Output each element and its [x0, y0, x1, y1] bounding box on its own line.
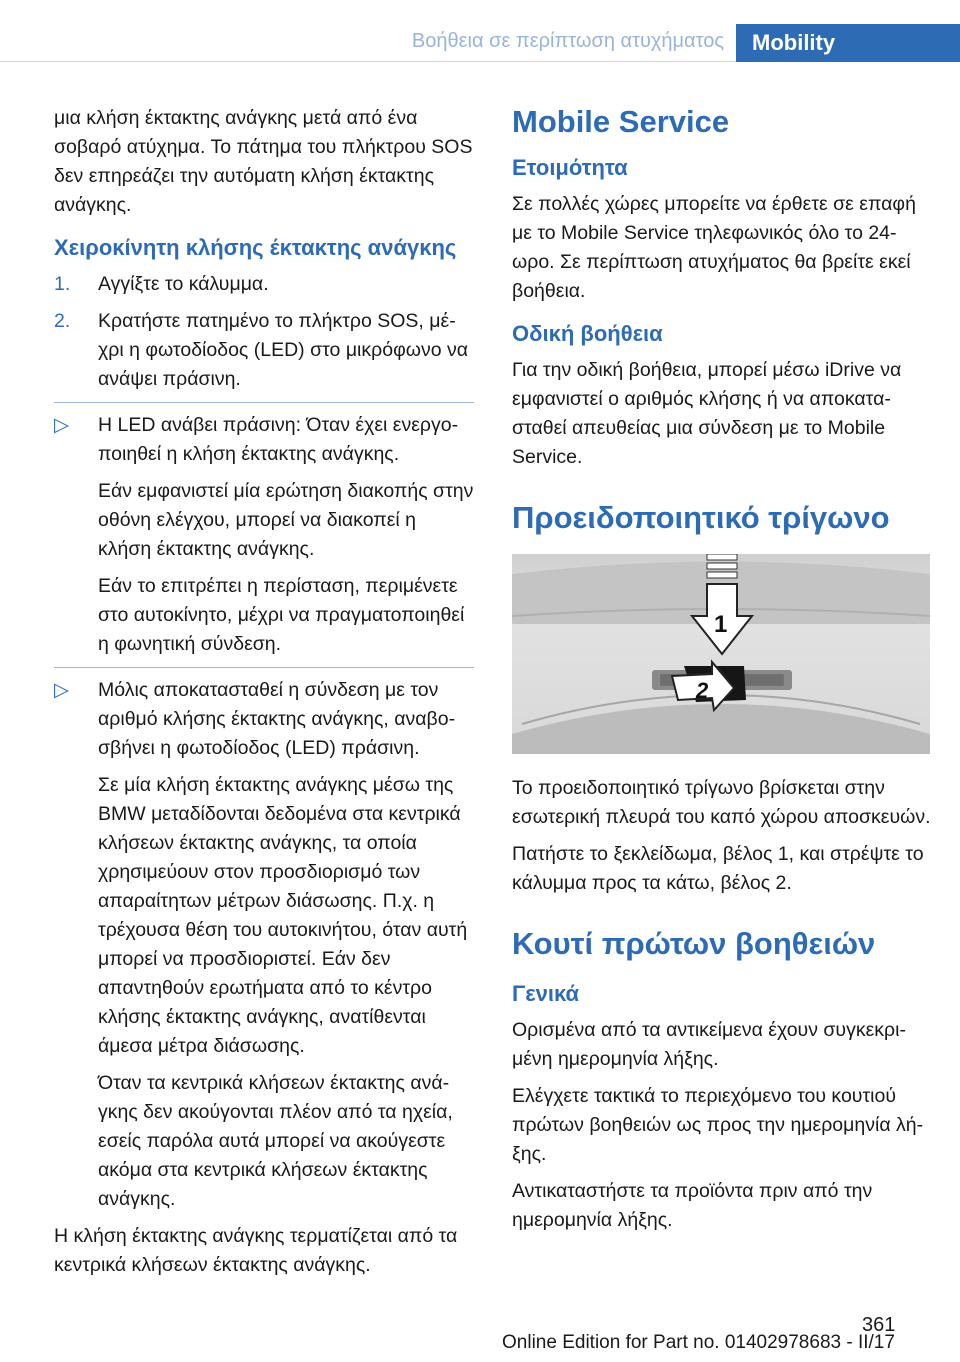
general-heading: Γενικά [512, 981, 580, 1006]
first-aid-text-3: Αντικαταστήστε τα προϊόντα πριν από την ημερομηνία λήξης. [512, 1180, 873, 1231]
divider [54, 402, 474, 403]
trunk-lid-illustration [512, 554, 930, 754]
bullet-note: Όταν τα κεντρικά κλήσεων έκτακτης ανάγκης δεν ακούγονται πλέον από τα ηχεία, εσείς παρόλα αυτά μπορεί να ακούγεστε ακόμα στα κεντρικά κλήσεων έκτακτης ανάγκης. [98, 1072, 453, 1210]
bullet-note: Εάν εμφανιστεί μία ερώτηση διακοπής στην οθόνη ελέγχου, μπορεί να διακοπεί η κλήση έκτακτης ανάγκης. [98, 480, 474, 560]
closing-paragraph: Η κλήση έκτακτης ανάγκης τερματίζεται από τα κεντρικά κλήσεων έκτακτης ανάγκης. [54, 1225, 458, 1276]
bullet-note: Σε μία κλήση έκτακτης ανάγκης μέσω της BMW μεταδίδονται δεδομένα στα κεντρικά κλήσεων έκτακτης ανάγκης, τα οποία χρησιμεύουν στον προσδιορισμό των απαραίτητων μέτρων διάσωσης. Π.χ. η τρέχουσα θέση του αυτοκινήτου, όταν αυτή μπορεί να προσδιοριστεί. Εάν δεν απαντηθούν ερωτήματα από το κέντρο κλήσης έκτακτης ανάγκης, ανατίθενται άμεσα μέτρα διάσωσης. [98, 774, 468, 1057]
section-title: Βοήθεια σε περίπτωση ατυχήματος [411, 30, 724, 52]
step-number: 1. [54, 273, 71, 295]
step-2 [54, 307, 474, 394]
page-number: 361 [862, 1314, 896, 1336]
page-header [0, 0, 960, 62]
bullet-note: Εάν το επιτρέπει η περίσταση, περιμένετε στο αυτοκίνητο, μέχρι να πραγματοποιηθεί η φωνητική σύνδεση. [98, 575, 465, 655]
right-column [512, 104, 932, 1243]
availability-heading: Ετοιμότητα [512, 155, 628, 180]
availability-text: Σε πολλές χώρες μπορείτε να έρθετε σε επαφή με το Mobile Service τηλεφωνικός όλο το 24-ωρο. Σε περίπτωση ατυχήματος θα βρείτε εκεί βοήθεια. [512, 193, 916, 302]
first-aid-text-1: Ορισμένα από τα αντικείμενα έχουν συγκεκριμένη ημερομηνία λήξης. [512, 1019, 906, 1070]
step-1 [54, 270, 474, 299]
first-aid-title: Κουτί πρώτων βοηθειών [512, 926, 876, 961]
left-column [54, 104, 474, 1288]
manual-call-heading: Χειροκίνητη κλήσης έκτακτης ανάγκης [54, 235, 457, 260]
bullet-text: Μόλις αποκατασταθεί η σύνδεση με τον αριθμό κλήσης έκτακτης ανάγκης, αναβοσβήνει η φωτοδίοδος (LED) πράσινη. [98, 679, 456, 759]
road-assistance-heading: Οδική βοήθεια [512, 321, 663, 346]
step-text: Αγγίξτε το κάλυμμα. [98, 273, 269, 295]
first-aid-text-2: Ελέγχετε τακτικά το περιεχόμενο του κουτιού πρώτων βοηθειών ως προς την ημερομηνία λήξης. [512, 1085, 924, 1165]
intro-paragraph: μια κλήση έκτακτης ανάγκης μετά από ένα σοβαρό ατύχημα. Το πάτημα του πλήκτρου SOS δεν επηρεάζει την αυτόματη κλήση έκτακτης ανάγκης. [54, 107, 473, 216]
bullet-connection [54, 676, 474, 763]
bullet-arrow-icon: ▷ [54, 414, 69, 436]
trunk-lid-drawing [512, 554, 930, 754]
bullet-led-green [54, 411, 474, 469]
mobile-service-title: Mobile Service [512, 104, 730, 139]
edition-note: Online Edition for Part no. 01402978683 - II/17 [502, 1332, 895, 1353]
arrow-label-2: 2 [696, 678, 709, 703]
triangle-instruction-text: Πατήστε το ξεκλείδωμα, βέλος 1, και στρέψτε το κάλυμμα προς τα κάτω, βέλος 2. [512, 843, 924, 894]
header-rule [0, 61, 736, 62]
chapter-tab: Mobility [736, 24, 960, 62]
road-assistance-text: Για την οδική βοήθεια, μπορεί μέσω iDrive να εμφανιστεί ο αριθμός κλήσης ή να αποκατασταθεί απευθείας μια σύνδεση με το Mobile Service. [512, 359, 902, 468]
step-text: Κρατήστε πατημένο το πλήκτρο SOS, μέχρι η φωτοδίοδος (LED) στο μικρόφωνο να ανάψει πράσινη. [98, 310, 468, 390]
bullet-arrow-icon: ▷ [54, 679, 69, 701]
arrow-label-1: 1 [714, 611, 728, 638]
step-number: 2. [54, 310, 71, 332]
triangle-location-text: Το προειδοποιητικό τρίγωνο βρίσκεται στην εσωτερική πλευρά του καπό χώρου αποσκευών. [512, 777, 931, 828]
warning-triangle-title: Προειδοποιητικό τρίγωνο [512, 500, 890, 535]
bullet-text: Η LED ανάβει πράσινη: Όταν έχει ενεργοποιηθεί η κλήση έκτακτης ανάγκης. [98, 414, 459, 465]
divider [54, 667, 474, 668]
